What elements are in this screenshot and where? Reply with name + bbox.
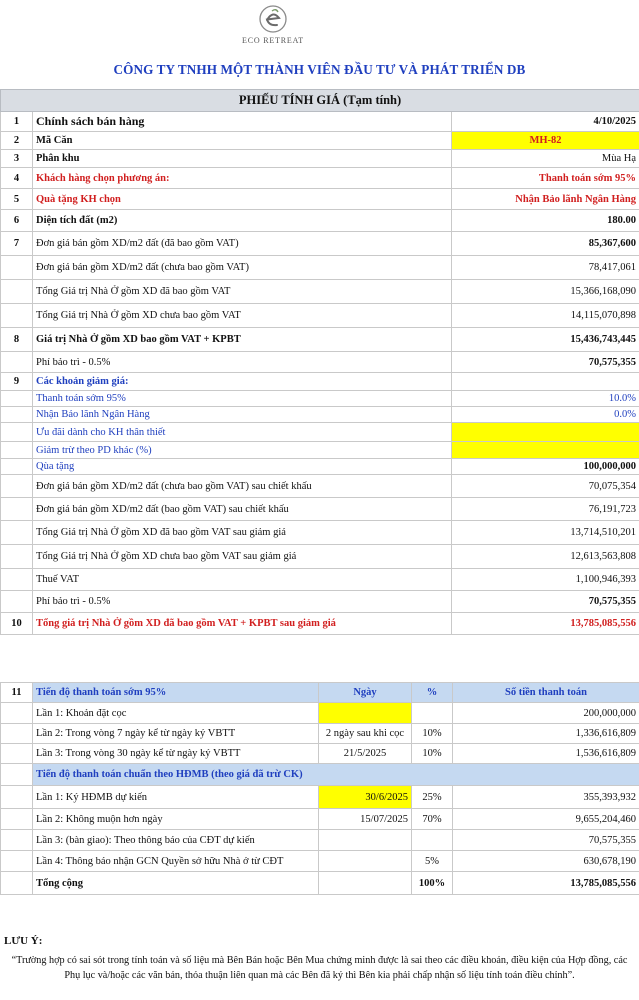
installment-row [1,744,639,764]
row-number: 6 [1,210,33,232]
row-value: MH-82 [452,132,639,150]
row-label: Chính sách bán hàng [33,112,452,132]
row-number [1,391,33,407]
quote-row [1,569,639,591]
installment-amount: 1,536,616,809 [453,744,639,764]
installment-row [1,724,639,744]
quote-title: PHIẾU TÍNH GIÁ (Tạm tính) [1,90,639,112]
row-label: Tổng giá trị Nhà Ở gồm XD đã bao gồm VAT + KPBT sau giảm giá [33,613,452,635]
installment-pct: 70% [412,809,453,830]
row-label: Đơn giá bán gồm XD/m2 đất (chưa bao gồm VAT) sau chiết khấu [33,475,452,498]
row-label: Thuế VAT [33,569,452,591]
quote-row [1,189,639,210]
row-label: Phí bảo trì - 0.5% [33,352,452,373]
quote-row [1,498,639,521]
installment-label: Lần 1: Khoản đặt cọc [33,703,319,724]
quote-row [1,256,639,280]
installment-pct [412,830,453,851]
installment-row [1,786,639,809]
row-label: Phân khu [33,150,452,168]
installment-pct: 10% [412,744,453,764]
row-value: Mùa Hạ [452,150,639,168]
quote-row [1,232,639,256]
price-quote-table [0,89,639,635]
installment-pct: 5% [412,851,453,872]
row-number [1,459,33,475]
row-number [1,521,33,545]
row-number: 7 [1,232,33,256]
empty-cell [1,724,33,744]
quote-row [1,613,639,635]
quote-row [1,391,639,407]
row-number: 8 [1,328,33,352]
empty-cell [1,872,33,895]
payment-header-date: Ngày [319,683,412,703]
row-value: 0.0% [452,407,639,423]
row-number [1,498,33,521]
row-value: 15,436,743,445 [452,328,639,352]
installment-row [1,830,639,851]
row-value: Nhận Bảo lãnh Ngân Hàng [452,189,639,210]
row-value: 1,100,946,393 [452,569,639,591]
installment-date [319,830,412,851]
total-pct: 100% [412,872,453,895]
row-value: Thanh toán sớm 95% [452,168,639,189]
installment-label: Lần 2: Trong vòng 7 ngày kể từ ngày ký VBTT [33,724,319,744]
row-number: 2 [1,132,33,150]
installment-amount: 200,000,000 [453,703,639,724]
installment-label: Lần 2: Không muộn hơn ngày [33,809,319,830]
row-number [1,256,33,280]
row-value: 180.00 [452,210,639,232]
quote-row [1,459,639,475]
row-value: 4/10/2025 [452,112,639,132]
installment-pct [412,703,453,724]
row-number [1,442,33,459]
empty-cell [1,744,33,764]
quote-row [1,132,639,150]
eco-retreat-logo [243,4,303,48]
empty-cell [1,764,33,786]
row-label: Giảm trừ theo PD khác (%) [33,442,452,459]
installment-date: 30/6/2025 [319,786,412,809]
row-value: 76,191,723 [452,498,639,521]
quote-row [1,423,639,442]
row-number: 3 [1,150,33,168]
quote-row [1,442,639,459]
installment-label: Lần 4: Thông báo nhận GCN Quyền sở hữu Nhà ở từ CĐT [33,851,319,872]
empty-cell [1,809,33,830]
installment-row [1,703,639,724]
installment-row [1,851,639,872]
row-label: Quà tặng KH chọn [33,189,452,210]
row-label: Tổng Giá trị Nhà Ở gồm XD đã bao gồm VAT sau giảm giá [33,521,452,545]
quote-row [1,168,639,189]
installment-date: 21/5/2025 [319,744,412,764]
row-value: 10.0% [452,391,639,407]
row-label: Tổng Giá trị Nhà Ở gồm XD đã bao gồm VAT [33,280,452,304]
installment-amount: 9,655,204,460 [453,809,639,830]
quote-row [1,591,639,613]
row-value: 15,366,168,090 [452,280,639,304]
quote-row [1,280,639,304]
total-label: Tổng cộng [33,872,319,895]
leaf-e-icon [258,4,288,34]
quote-row [1,373,639,391]
row-label: Các khoản giảm giá: [33,373,452,391]
quote-title-row [1,90,639,112]
row-value [452,373,639,391]
row-label: Nhận Bảo lãnh Ngân Hàng [33,407,452,423]
quote-row [1,150,639,168]
row-label: Đơn giá bán gồm XD/m2 đất (bao gồm VAT) sau chiết khấu [33,498,452,521]
payment-header-label: Tiến độ thanh toán sớm 95% [33,683,319,703]
installment-pct: 10% [412,724,453,744]
empty-cell [1,703,33,724]
page-header [0,0,639,90]
note-title: LƯU Ý: [4,935,43,947]
payment-header-pct: % [412,683,453,703]
row-label: Qùa tặng [33,459,452,475]
installment-date [319,851,412,872]
row-value: 70,575,355 [452,591,639,613]
installment-date: 15/07/2025 [319,809,412,830]
row-number: 9 [1,373,33,391]
row-value: 13,714,510,201 [452,521,639,545]
installment-label: Lần 3: (bàn giao): Theo thông báo của CĐT dự kiến [33,830,319,851]
row-number [1,569,33,591]
row-value: 14,115,070,898 [452,304,639,328]
row-number [1,591,33,613]
row-label: Diện tích đất (m2) [33,210,452,232]
row-value: 100,000,000 [452,459,639,475]
installment-date: 2 ngày sau khi cọc [319,724,412,744]
row-label: Thanh toán sớm 95% [33,391,452,407]
payment-header-amount: Số tiền thanh toán [453,683,639,703]
total-amount: 13,785,085,556 [453,872,639,895]
quote-row [1,328,639,352]
row-label: Đơn giá bán gồm XD/m2 đất (chưa bao gồm VAT) [33,256,452,280]
row-value: 70,575,355 [452,352,639,373]
row-number: 4 [1,168,33,189]
quote-row [1,304,639,328]
row-label: Tổng Giá trị Nhà Ở gồm XD chưa bao gồm VAT sau giảm giá [33,545,452,569]
empty-cell [1,830,33,851]
row-value: 70,075,354 [452,475,639,498]
quote-row [1,112,639,132]
quote-row [1,545,639,569]
row-value [452,423,639,442]
quote-row [1,407,639,423]
section-number: 11 [1,683,33,703]
payment-header-row [1,683,639,703]
installment-amount: 1,336,616,809 [453,724,639,744]
empty-cell [319,872,412,895]
installment-date [319,703,412,724]
payment-schedule-table [0,682,639,895]
row-label: Giá trị Nhà Ở gồm XD bao gồm VAT + KPBT [33,328,452,352]
row-number [1,352,33,373]
row-value: 13,785,085,556 [452,613,639,635]
row-value: 85,367,600 [452,232,639,256]
row-label: Mã Căn [33,132,452,150]
installment-amount: 630,678,190 [453,851,639,872]
row-number [1,407,33,423]
row-value: 12,613,563,808 [452,545,639,569]
installment-amount: 70,575,355 [453,830,639,851]
quote-row [1,521,639,545]
row-number [1,545,33,569]
installment-label: Lần 3: Trong vòng 30 ngày kể từ ngày ký VBTT [33,744,319,764]
row-number [1,423,33,442]
note-text: “Trường hợp có sai sót trong tính toán và số liệu mà Bên Bán hoặc Bên Mua chứng minh được là sai theo các điều khoản, điều kiện của Hợp đồng, các Phụ lục và/hoặc các văn bản, thỏa thuận liên quan mà các Bên đã ký thì Bên kia phải chấp nhận số liệu tính toán điều chỉnh”. [11,955,628,981]
row-number: 10 [1,613,33,635]
standard-header-row [1,764,639,786]
empty-cell [1,786,33,809]
quote-row [1,352,639,373]
quote-row [1,475,639,498]
row-number: 5 [1,189,33,210]
row-label: Tổng Giá trị Nhà Ở gồm XD chưa bao gồm VAT [33,304,452,328]
quote-row [1,210,639,232]
installment-pct: 25% [412,786,453,809]
total-row [1,872,639,895]
row-number [1,280,33,304]
row-label: Phí bảo trì - 0.5% [33,591,452,613]
company-name: CÔNG TY TNHH MỘT THÀNH VIÊN ĐẦU TƯ VÀ PHÁT TRIỂN DB [113,62,526,77]
installment-label: Lần 1: Ký HĐMB dự kiến [33,786,319,809]
row-number: 1 [1,112,33,132]
row-label: Ưu đãi dành cho KH thân thiết [33,423,452,442]
row-label: Đơn giá bán gồm XD/m2 đất (đã bao gồm VAT) [33,232,452,256]
row-number [1,304,33,328]
row-value [452,442,639,459]
row-number [1,475,33,498]
row-label: Khách hàng chọn phương án: [33,168,452,189]
installment-amount: 355,393,932 [453,786,639,809]
installment-row [1,809,639,830]
logo-text: ECO RETREAT [242,36,304,45]
row-value: 78,417,061 [452,256,639,280]
empty-cell [1,851,33,872]
standard-schedule-header: Tiến độ thanh toán chuẩn theo HĐMB (theo giá đã trừ CK) [33,764,639,786]
